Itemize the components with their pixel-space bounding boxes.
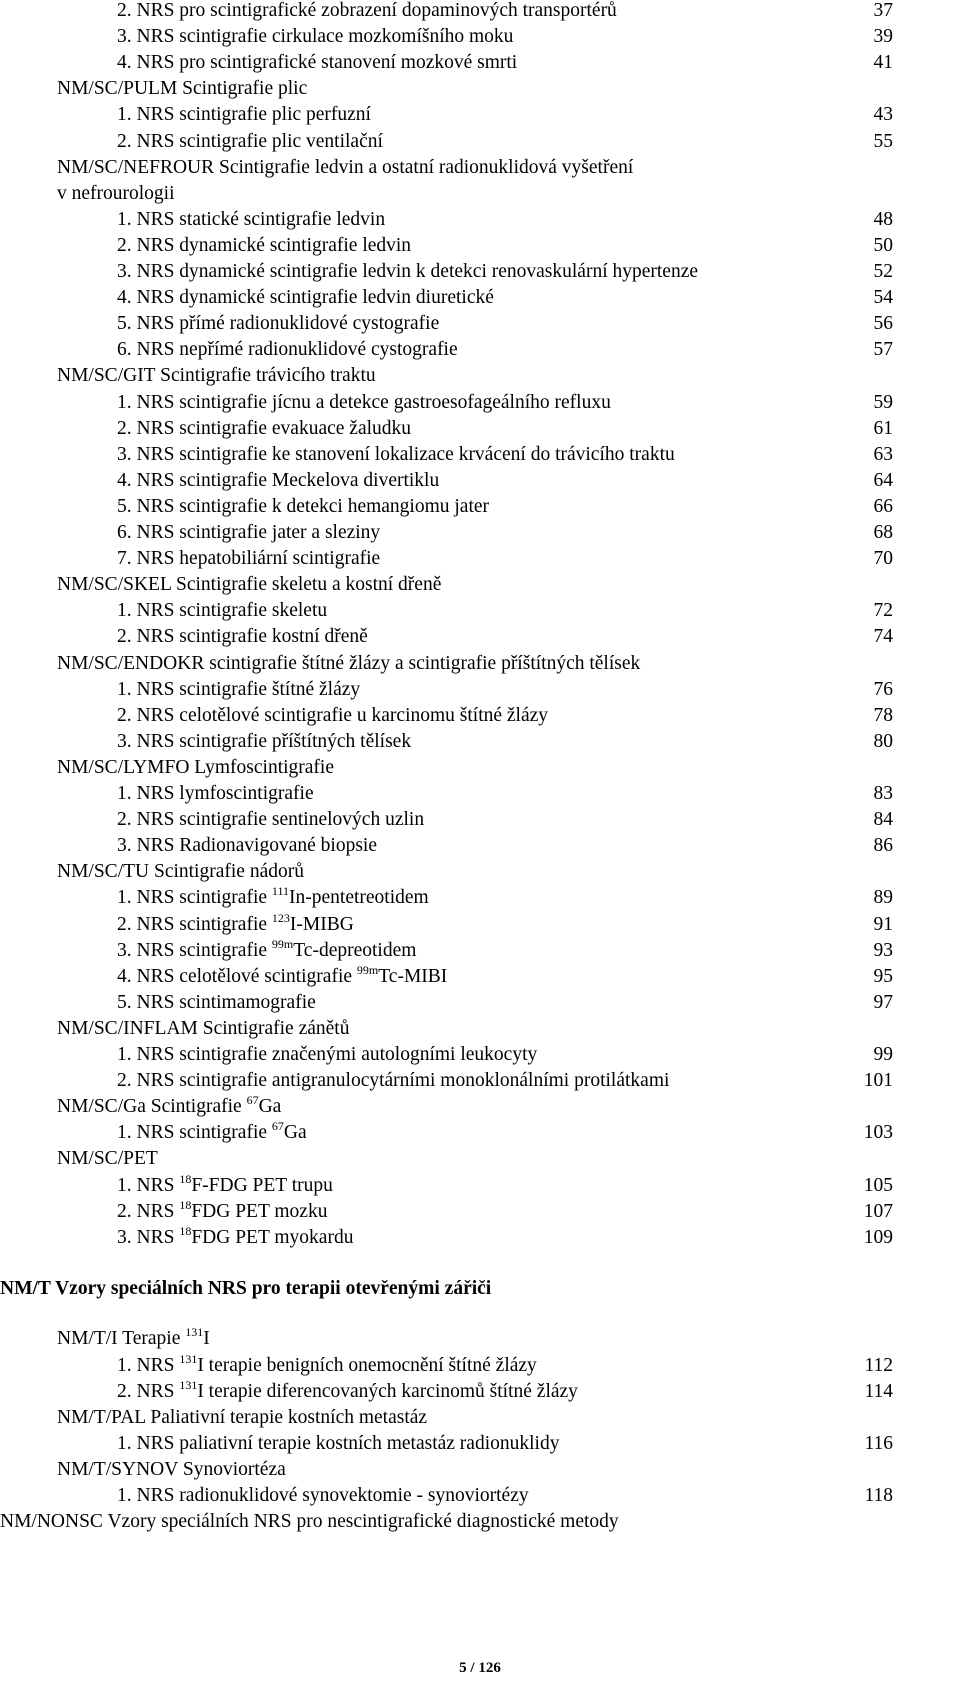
toc-page-number: 83: [873, 783, 893, 804]
toc-page-number: 64: [873, 469, 893, 491]
toc-section-heading: [57, 1457, 286, 1483]
toc-section-heading: [57, 651, 640, 677]
toc-chapter-heading: [0, 1276, 491, 1302]
toc-page-number: 118: [864, 1485, 893, 1507]
toc-section-heading: [57, 755, 334, 781]
toc-entry-text: 3. NRS dynamické scintigrafie ledvin k detekci renovaskulární hypertenze: [117, 261, 699, 282]
toc-entry-text: 6. NRS nepřímé radionuklidové cystografie: [117, 339, 458, 361]
page-number-footer: 5 / 126: [459, 1660, 501, 1676]
toc-page-number: 89: [873, 887, 893, 909]
toc-entry-text: NM/SC/PULM Scintigrafie plic: [57, 78, 308, 100]
toc-entry-text: 2. NRS $^{18}$FDG PET mozku: [117, 1197, 328, 1222]
toc-item: [117, 1225, 893, 1251]
toc-entry-text: 1. NRS scintigrafie jícnu a detekce gastroesofageálního refluxu: [117, 391, 611, 413]
toc-entry-text: 4. NRS pro scintigrafické stanovení mozkové smrti: [117, 52, 518, 74]
toc-entry-text: 1. NRS lymfoscintigrafie: [117, 783, 314, 804]
toc-chapter-heading: [0, 1509, 619, 1535]
toc-entry-text: 5. NRS přímé radionuklidové cystografie: [117, 313, 440, 335]
toc-page-number: 57: [873, 339, 893, 361]
toc-item: [117, 624, 893, 650]
toc-item: [117, 938, 893, 964]
toc-item: [117, 1042, 893, 1068]
toc-entry-text: NM/SC/TU Scintigrafie nádorů: [57, 861, 304, 883]
toc-page-number: 114: [864, 1380, 893, 1402]
toc-entry-text: NM/SC/NEFROUR Scintigrafie ledvin a ostatní radionuklidová vyšetření: [57, 156, 634, 178]
toc-entry-text: 2. NRS $^{131}$I terapie diferencovaných karcinomů štítné žlázy: [117, 1377, 578, 1402]
toc-entry-text: NM/SC/INFLAM Scintigrafie zánětů: [57, 1017, 350, 1039]
toc-entry-text: NM/T Vzory speciálních NRS pro terapii otevřenými zářiči: [0, 1277, 492, 1299]
toc-entry-text: 2. NRS scintigrafie kostní dřeně: [117, 626, 368, 648]
toc-entry-text: NM/SC/LYMFO Lymfoscintigrafie: [57, 756, 334, 778]
toc-page-number: 68: [873, 522, 893, 543]
toc-entry-text: 1. NRS scintigrafie značenými autologními leukocyty: [117, 1044, 538, 1065]
toc-page-number: 84: [873, 809, 893, 831]
toc-page-number: 80: [873, 730, 893, 752]
toc-item: [117, 912, 893, 938]
toc-item: [117, 1068, 893, 1094]
toc-page-number: 91: [873, 913, 893, 935]
toc-item: [117, 0, 893, 24]
toc-section-heading: [57, 76, 307, 102]
toc-page-number: 74: [873, 626, 893, 648]
toc-entry-text: 5. NRS scintigrafie k detekci hemangiomu jater: [117, 495, 490, 517]
toc-page-number: 39: [873, 26, 893, 48]
toc-item: [117, 285, 893, 311]
toc-entry-text: 1. NRS scintigrafie plic perfuzní: [117, 104, 371, 126]
toc-item: [117, 1431, 893, 1457]
toc-entry-text: 1. NRS statické scintigrafie ledvin: [117, 208, 386, 230]
toc-item: [117, 703, 893, 729]
toc-section-heading: [57, 859, 304, 885]
toc-entry-text: v nefrourologii: [57, 182, 175, 204]
toc-item: [117, 1120, 893, 1146]
toc-item: [117, 964, 893, 990]
toc-entry-text: 1. NRS radionuklidové synovektomie - synoviortézy: [117, 1485, 529, 1507]
toc-page-number: 72: [873, 600, 893, 622]
toc-item: [117, 1483, 893, 1509]
toc-entry-text: 2. NRS dynamické scintigrafie ledvin: [117, 234, 412, 256]
toc-item: [117, 259, 893, 285]
toc-page-number: 50: [873, 234, 893, 256]
toc-page-number: 93: [873, 939, 893, 961]
toc-item: [117, 416, 893, 442]
toc-entry-text: NM/SC/SKEL Scintigrafie skeletu a kostní dřeně: [57, 574, 442, 596]
toc-section-heading: [57, 155, 633, 181]
toc-page-number: 78: [873, 704, 893, 726]
toc-section-heading: [57, 572, 441, 598]
toc-item: [117, 520, 893, 546]
toc-entry-text: 3. NRS Radionavigované biopsie: [117, 835, 377, 857]
toc-item: [117, 729, 893, 755]
toc-entry-text: NM/SC/ENDOKR scintigrafie štítné žlázy a scintigrafie příštítných tělísek: [57, 652, 641, 674]
toc-entry-text: 2. NRS scintigrafie sentinelových uzlin: [117, 809, 425, 831]
toc-entry-text: 4. NRS celotělové scintigrafie $^{99m}$Tc-MIBI: [117, 962, 448, 987]
toc-item: [117, 337, 893, 363]
toc-item: [117, 390, 893, 416]
toc-page-number: 48: [873, 208, 893, 230]
toc-page-number: 86: [873, 835, 893, 857]
toc-entry-text: 1. NRS paliativní terapie kostních metastáz radionuklidy: [117, 1432, 560, 1454]
toc-entry-text: 6. NRS scintigrafie jater a sleziny: [117, 522, 381, 543]
toc-section-heading: [57, 1016, 349, 1042]
toc-page-number: 76: [873, 678, 893, 700]
toc-entry-text: NM/T/PAL Paliativní terapie kostních metastáz: [57, 1406, 428, 1428]
toc-page-number: 59: [873, 391, 893, 413]
toc-entry-text: 5. NRS scintimamografie: [117, 991, 316, 1013]
toc-page-number: 61: [873, 417, 893, 439]
toc-page-number: 109: [863, 1226, 893, 1248]
toc-entry-text: 2. NRS celotělové scintigrafie u karcinomu štítné žlázy: [117, 704, 549, 726]
toc-entry-text: 1. NRS scintigrafie skeletu: [117, 600, 328, 622]
toc-item: [117, 1379, 893, 1405]
toc-item: [117, 598, 893, 624]
toc-item: [117, 102, 893, 128]
toc-section-heading: [57, 363, 376, 389]
toc-section-heading: [57, 181, 175, 207]
toc-entry-text: NM/T/SYNOV Synoviortéza: [57, 1458, 286, 1480]
toc-page-number: 105: [863, 1174, 893, 1196]
toc-item: [117, 1353, 893, 1379]
toc-entry-text: 2. NRS scintigrafie evakuace žaludku: [117, 417, 412, 439]
toc-entry-text: 4. NRS scintigrafie Meckelova divertiklu: [117, 469, 440, 491]
toc-page-number: 66: [873, 495, 893, 517]
toc-entry-text: 3. NRS scintigrafie cirkulace mozkomíšního moku: [117, 26, 514, 48]
toc-page-number: 63: [873, 443, 893, 465]
toc-item: [117, 546, 893, 572]
toc-entry-text: NM/T/I Terapie $^{131}$I: [57, 1325, 210, 1350]
toc-entry-text: 4. NRS dynamické scintigrafie ledvin diuretické: [117, 287, 494, 309]
toc-page-number: 107: [863, 1200, 893, 1222]
toc-entry-text: 2. NRS scintigrafie plic ventilační: [117, 130, 383, 152]
toc-item: [117, 1173, 893, 1199]
toc-entry-text: 1. NRS scintigrafie $^{67}$Ga: [117, 1119, 307, 1144]
toc-entry-text: NM/SC/Ga Scintigrafie $^{67}$Ga: [57, 1093, 282, 1118]
toc-entry-text: 3. NRS scintigrafie $^{99m}$Tc-depreotidem: [117, 936, 417, 961]
toc-item: [117, 24, 893, 50]
toc-section-heading: [57, 1326, 210, 1352]
toc-section-heading: [57, 1405, 427, 1431]
toc-item: [117, 885, 893, 911]
toc-entry-text: 2. NRS pro scintigrafické zobrazení dopaminových transportérů: [117, 0, 617, 21]
toc-item: [117, 468, 893, 494]
toc-item: [117, 233, 893, 259]
toc-page-number: 43: [873, 104, 893, 126]
toc-entry-text: 1. NRS scintigrafie $^{111}$In-pentetreotidem: [117, 884, 429, 909]
toc-item: [117, 311, 893, 337]
toc-entry-text: NM/SC/PET: [57, 1148, 158, 1170]
toc-page-number: 55: [873, 130, 893, 152]
toc-page-number: 97: [873, 991, 893, 1013]
toc-page-number: 41: [873, 52, 893, 74]
toc-entry-text: NM/NONSC Vzory speciálních NRS pro nescintigrafické diagnostické metody: [0, 1511, 619, 1533]
toc-item: [117, 494, 893, 520]
toc-entry-text: 1. NRS $^{18}$F-FDG PET trupu: [117, 1171, 333, 1196]
toc-entry-text: 2. NRS scintigrafie $^{123}$I-MIBG: [117, 910, 354, 935]
toc-entry-text: NM/SC/GIT Scintigrafie trávicího traktu: [57, 365, 376, 387]
toc-page-number: 103: [863, 1122, 893, 1144]
toc-entry-text: 3. NRS scintigrafie ke stanovení lokalizace krvácení do trávicího traktu: [117, 443, 675, 465]
toc-item: [117, 50, 893, 76]
toc-page-number: 37: [873, 0, 893, 21]
toc-page-number: 52: [873, 261, 893, 282]
toc-entry-text: 1. NRS $^{131}$I terapie benigních onemocnění štítné žlázy: [117, 1351, 537, 1376]
toc-item: [117, 990, 893, 1016]
toc-entry-text: 3. NRS $^{18}$FDG PET myokardu: [117, 1223, 354, 1248]
toc-page-number: 101: [863, 1070, 893, 1092]
toc-page-number: 112: [864, 1354, 893, 1376]
toc-section-heading: [57, 1094, 281, 1120]
toc-item: [117, 1199, 893, 1225]
toc-item: [117, 129, 893, 155]
toc-page-number: 54: [873, 287, 893, 309]
toc-item: [117, 207, 893, 233]
toc-page-number: 116: [864, 1432, 893, 1454]
toc-page-number: 56: [873, 313, 893, 335]
toc-entry-text: 3. NRS scintigrafie příštítných tělísek: [117, 730, 412, 752]
toc-item: [117, 781, 893, 807]
toc-entry-text: 2. NRS scintigrafie antigranulocytárními monoklonálními protilátkami: [117, 1070, 670, 1092]
toc-item: [117, 807, 893, 833]
toc-item: [117, 442, 893, 468]
toc-item: [117, 833, 893, 859]
toc-entry-text: 1. NRS scintigrafie štítné žlázy: [117, 678, 361, 700]
toc-page-number: 70: [873, 548, 893, 570]
toc-section-heading: [57, 1146, 158, 1172]
toc-item: [117, 677, 893, 703]
toc-entry-text: 7. NRS hepatobiliární scintigrafie: [117, 548, 381, 570]
toc-page-number: 99: [873, 1044, 893, 1065]
toc-page-number: 95: [873, 965, 893, 987]
